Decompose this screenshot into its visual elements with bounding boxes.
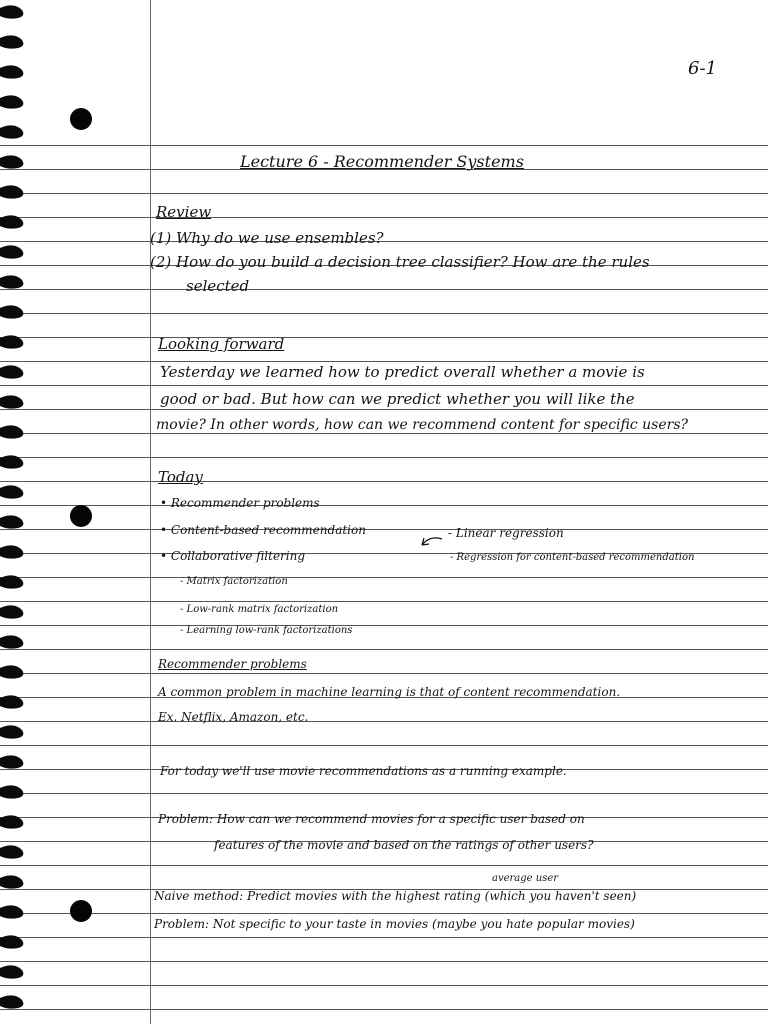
today-bullet: • Collaborative filtering xyxy=(160,549,306,563)
review-item-2-cont: selected xyxy=(186,277,250,295)
today-heading: Today xyxy=(158,468,203,486)
running-example-line: For today we'll use movie recommendations as a running example. xyxy=(160,764,567,778)
ruled-line xyxy=(0,481,768,482)
ruled-line xyxy=(0,313,768,314)
ruled-line xyxy=(0,241,768,242)
problem-line: features of the movie and based on the ratings of other users? xyxy=(214,838,594,852)
today-sub-item: - Learning low-rank factorizations xyxy=(180,625,353,636)
ruled-line xyxy=(0,361,768,362)
punch-hole xyxy=(70,108,92,130)
looking-forward-line: good or bad. But how can we predict whether you will like the xyxy=(160,390,635,408)
ruled-line xyxy=(0,961,768,962)
page-title: Lecture 6 - Recommender Systems xyxy=(240,152,524,171)
today-bullet: • Recommender problems xyxy=(160,496,320,510)
ruled-line xyxy=(0,145,768,146)
ruled-line xyxy=(0,865,768,866)
review-heading: Review xyxy=(156,203,212,221)
punch-hole xyxy=(70,505,92,527)
ruled-line xyxy=(0,457,768,458)
today-side-item: - Linear regression xyxy=(448,526,564,540)
ruled-line xyxy=(0,505,768,506)
ruled-line xyxy=(0,793,768,794)
looking-forward-heading: Looking forward xyxy=(158,335,285,353)
ruled-line xyxy=(0,577,768,578)
problem-line: Problem: How can we recommend movies for a specific user based on xyxy=(158,812,585,826)
ruled-line xyxy=(0,937,768,938)
ruled-line xyxy=(0,649,768,650)
ruled-line xyxy=(0,337,768,338)
ruled-line xyxy=(0,193,768,194)
today-bullet: • Content-based recommendation xyxy=(160,523,366,537)
today-side-item: - Regression for content-based recommendation xyxy=(450,552,695,563)
recommender-problems-line: Ex. Netflix, Amazon, etc. xyxy=(158,710,309,724)
ruled-line xyxy=(0,673,768,674)
review-item-1: (1) Why do we use ensembles? xyxy=(150,229,384,247)
today-sub-item: - Low-rank matrix factorization xyxy=(180,604,339,615)
arrow-icon xyxy=(420,533,444,549)
ruled-line xyxy=(0,289,768,290)
looking-forward-line: movie? In other words, how can we recommend content for specific users? xyxy=(156,417,689,433)
ruled-line xyxy=(0,745,768,746)
recommender-problems-line: A common problem in machine learning is that of content recommendation. xyxy=(158,685,621,699)
page-number: 6-1 xyxy=(688,58,717,79)
naive-problem-line: Problem: Not specific to your taste in movies (maybe you hate popular movies) xyxy=(154,917,635,931)
ruled-line xyxy=(0,409,768,410)
ruled-line xyxy=(0,1009,768,1010)
recommender-problems-heading: Recommender problems xyxy=(158,657,307,671)
review-item-2: (2) How do you build a decision tree classifier? How are the rules xyxy=(150,253,650,271)
spiral-binding xyxy=(0,0,30,1024)
naive-method-line: Naive method: Predict movies with the highest rating (which you haven't seen) xyxy=(154,889,637,903)
margin-line xyxy=(150,0,151,1024)
average-user-annotation: average user xyxy=(492,873,559,884)
looking-forward-line: Yesterday we learned how to predict overall whether a movie is xyxy=(160,363,645,381)
ruled-line xyxy=(0,217,768,218)
ruled-line xyxy=(0,529,768,530)
ruled-line xyxy=(0,385,768,386)
ruled-line xyxy=(0,985,768,986)
ruled-line xyxy=(0,721,768,722)
today-sub-item: - Matrix factorization xyxy=(180,576,288,587)
ruled-line xyxy=(0,625,768,626)
ruled-line xyxy=(0,913,768,914)
punch-hole xyxy=(70,900,92,922)
ruled-line xyxy=(0,601,768,602)
